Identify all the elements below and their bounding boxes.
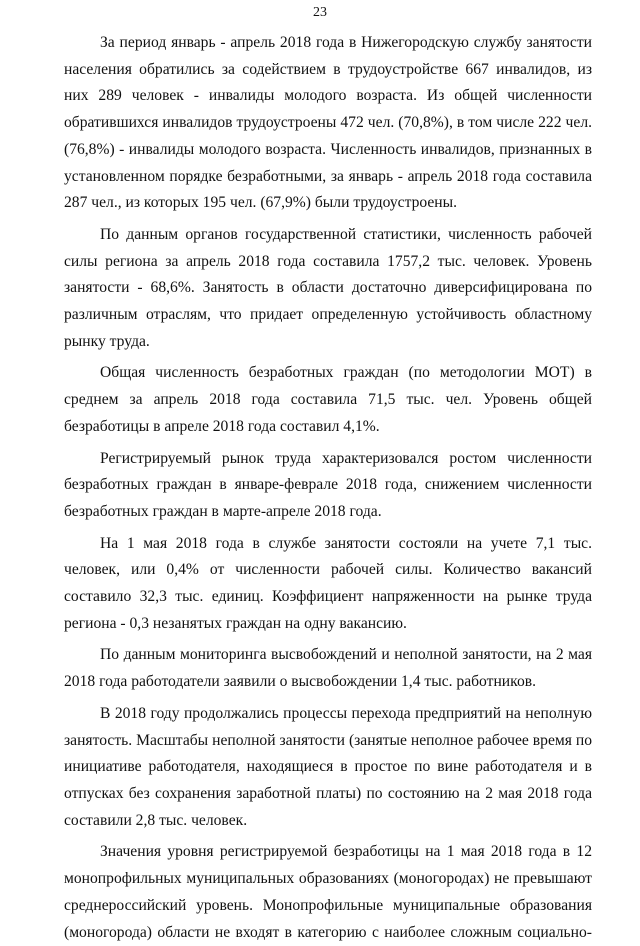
paragraph-single-industry-towns: Значения уровня регистрируемой безработицы на 1 мая 2018 года в 12 монопрофильных муниципальных образованиях (моногородах) не превышают среднероссийский уровень. Монопрофильные муниципальные образования (моногорода) области не входят в категорию с наиболее сложным социально- [64, 843, 592, 941]
paragraph-labor-force: По данным органов государственной статистики, численность рабочей силы региона за апрель 2018 года составила 1757,2 тыс. человек. Уровень занятости - 68,6%. Занятость в области достаточно диверсифицирована по различным отраслям, что придает определенную устойчивость областному рынку труда. [64, 225, 592, 350]
paragraph-registered-market: Регистрируемый рынок труда характеризовался ростом численности безработных граждан в январе-феврале 2018 года, снижением численности безработных граждан в марте-апреле 2018 года. [64, 449, 592, 520]
paragraph-unemployment-ilo: Общая численность безработных граждан (по методологии МОТ) в среднем за апрель 2018 года составила 71,5 тыс. чел. Уровень общей безработицы в апреле 2018 года составил 4,1%. [64, 364, 592, 435]
paragraph-layoffs-monitoring: По данным мониторинга высвобождений и неполной занятости, на 2 мая 2018 года работодатели заявили о высвобождении 1,4 тыс. работников. [64, 646, 592, 691]
paragraph-disabled-employment: За период январь - апрель 2018 года в Нижегородскую службу занятости населения обратились за содействием в трудоустройстве 667 инвалидов, из них 289 человек - инвалиды молодого возраста. Из общей численности обратившихся инвалидов трудоустроены 472 чел. (70,8%), в том числе 222 чел. (76,8%) - инвалиды молодого возраста. Численность инвалидов, признанных в установленном порядке безработными, за январь - апрель 2018 года составила 287 чел., из которых 195 чел. (67,9%) были трудоустроены. [64, 34, 592, 212]
page-number: 23 [313, 5, 327, 20]
paragraph-registered-unemployed: На 1 мая 2018 года в службе занятости состояли на учете 7,1 тыс. человек, или 0,4% от численности рабочей силы. Количество вакансий составило 32,3 тыс. единиц. Коэффициент напряженности на рынке труда региона - 0,3 незанятых граждан на одну вакансию. [64, 534, 592, 632]
paragraph-part-time-employment: В 2018 году продолжались процессы перехода предприятий на неполную занятость. Масштабы неполной занятости (занятые неполное рабочее время по инициативе работодателя, находящиеся в простое по вине работодателя и в отпусках без сохранения заработной платы) по состоянию на 2 мая 2018 года составили 2,8 тыс. человек. [64, 704, 592, 829]
document-body [64, 30, 592, 946]
